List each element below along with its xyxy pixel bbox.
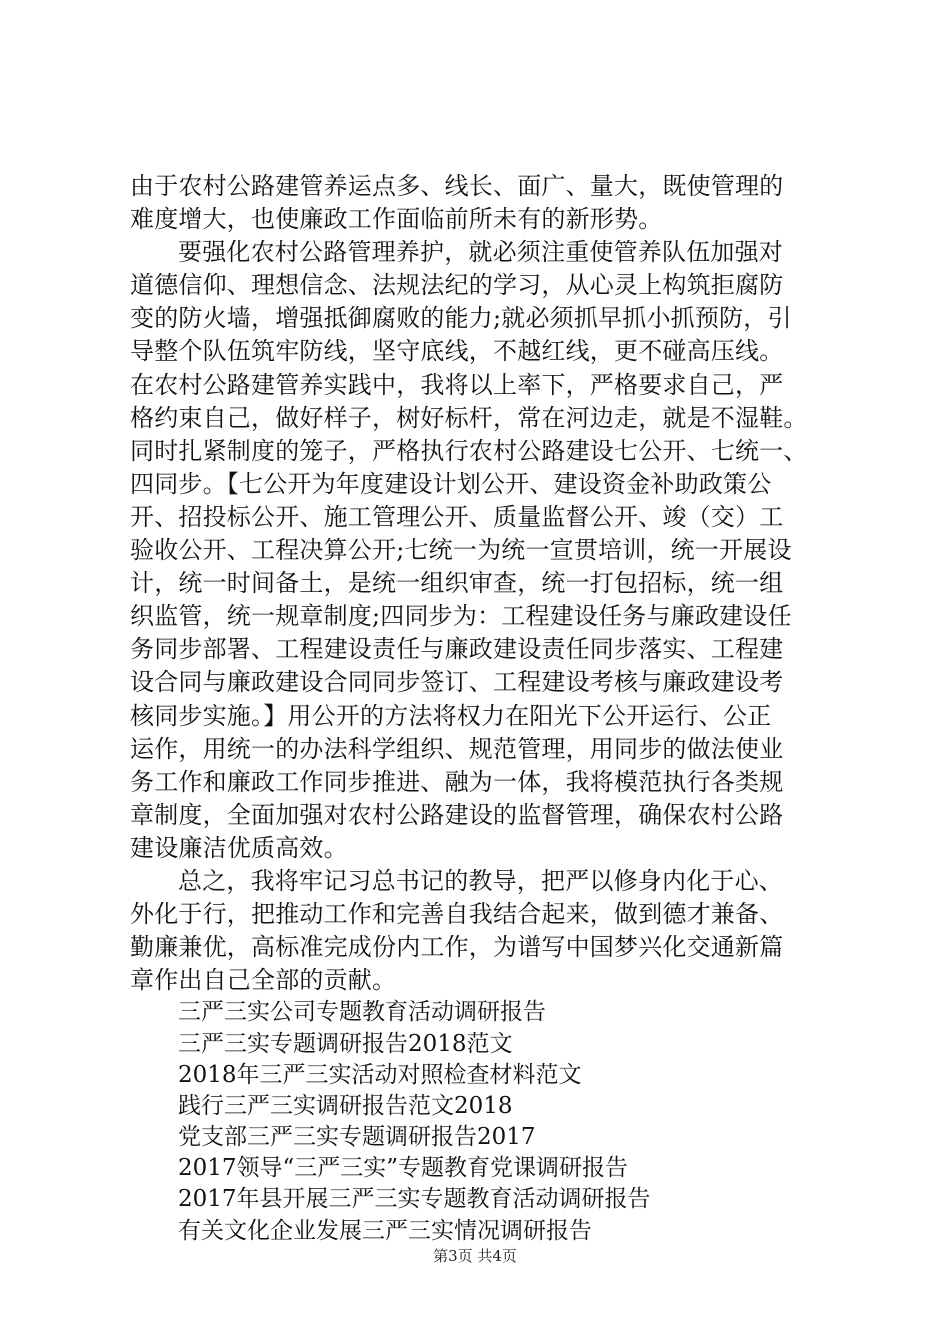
paragraph-line: 总之，我将牢记习总书记的教导，把严以修身内化于心、	[178, 866, 783, 895]
paragraph-line: 外化于行，把推动工作和完善自我结合起来，做到德才兼备、	[130, 900, 784, 929]
related-link[interactable]: 党支部三严三实专题调研报告2017	[178, 1124, 536, 1151]
related-link[interactable]: 三严三实公司专题教育活动调研报告	[178, 999, 546, 1026]
related-links-list	[130, 997, 830, 1247]
paragraph-line: 道德信仰、理想信念、法规法纪的学习，从心灵上构筑拒腐防	[130, 271, 784, 300]
related-link[interactable]: 2017领导“三严三实”专题教育党课调研报告	[178, 1155, 629, 1182]
paragraph-line: 格约束自己，做好样子，树好标杆，常在河边走，就是不湿鞋。	[130, 403, 808, 432]
related-link[interactable]: 2018年三严三实活动对照检查材料范文	[178, 1061, 582, 1088]
paragraph-line: 运作，用统一的办法科学组织、规范管理，用同步的做法使业	[130, 734, 784, 763]
paragraph-line: 难度增大，也使廉政工作面临前所未有的新形势。	[130, 205, 663, 234]
related-link[interactable]: 践行三严三实调研报告范文2018	[178, 1092, 513, 1119]
paragraph-line: 要强化农村公路管理养护，就必须注重使管养队伍加强对	[178, 238, 783, 267]
paragraph-line: 同时扎紧制度的笼子，严格执行农村公路建设七公开、七统一、	[130, 436, 808, 465]
paragraph-line: 在农村公路建管养实践中，我将以上率下，严格要求自己，严	[130, 370, 784, 399]
paragraph-line: 四同步。【七公开为年度建设计划公开、建设资金补助政策公	[130, 469, 772, 498]
page-footer: 第3页 共4页	[433, 1247, 517, 1265]
paragraph-line: 章制度，全面加强对农村公路建设的监督管理，确保农村公路	[130, 800, 784, 829]
paragraph-line: 核同步实施。】用公开的方法将权力在阳光下公开运行、公正	[130, 701, 772, 730]
related-link[interactable]: 三严三实专题调研报告2018范文	[178, 1030, 513, 1057]
paragraph-container	[130, 170, 830, 997]
paragraph-line: 设合同与廉政建设合同同步签订、工程建设考核与廉政建设考	[130, 668, 784, 697]
paragraph-line: 计，统一时间备土，是统一组织审查，统一打包招标，统一组	[130, 569, 784, 598]
paragraph-line: 章作出自己全部的贡献。	[130, 966, 397, 995]
paragraph-line: 开、招投标公开、施工管理公开、质量监督公开、竣（交）工	[130, 502, 784, 531]
related-link[interactable]: 有关文化企业发展三严三实情况调研报告	[178, 1217, 592, 1244]
paragraph-line: 变的防火墙，增强抵御腐败的能力;就必须抓早抓小抓预防，引	[130, 304, 792, 333]
document-body	[130, 170, 830, 1247]
paragraph-line: 务同步部署、工程建设责任与廉政建设责任同步落实、工程建	[130, 635, 784, 664]
paragraph-line: 织监管，统一规章制度;四同步为：工程建设任务与廉政建设任	[130, 602, 792, 631]
paragraph-line: 建设廉洁优质高效。	[130, 833, 348, 862]
paragraph-line: 务工作和廉政工作同步推进、融为一体，我将模范执行各类规	[130, 767, 784, 796]
paragraph-line: 勤廉兼优，高标准完成份内工作，为谱写中国梦兴化交通新篇	[130, 933, 784, 962]
related-link[interactable]: 2017年县开展三严三实专题教育活动调研报告	[178, 1186, 651, 1213]
paragraph-line: 由于农村公路建管养运点多、线长、面广、量大，既使管理的	[130, 172, 784, 200]
paragraph-line: 导整个队伍筑牢防线，坚守底线，不越红线，更不碰高压线。	[130, 337, 784, 366]
paragraph-line: 验收公开、工程决算公开;七统一为统一宣贯培训，统一开展设	[130, 536, 792, 565]
